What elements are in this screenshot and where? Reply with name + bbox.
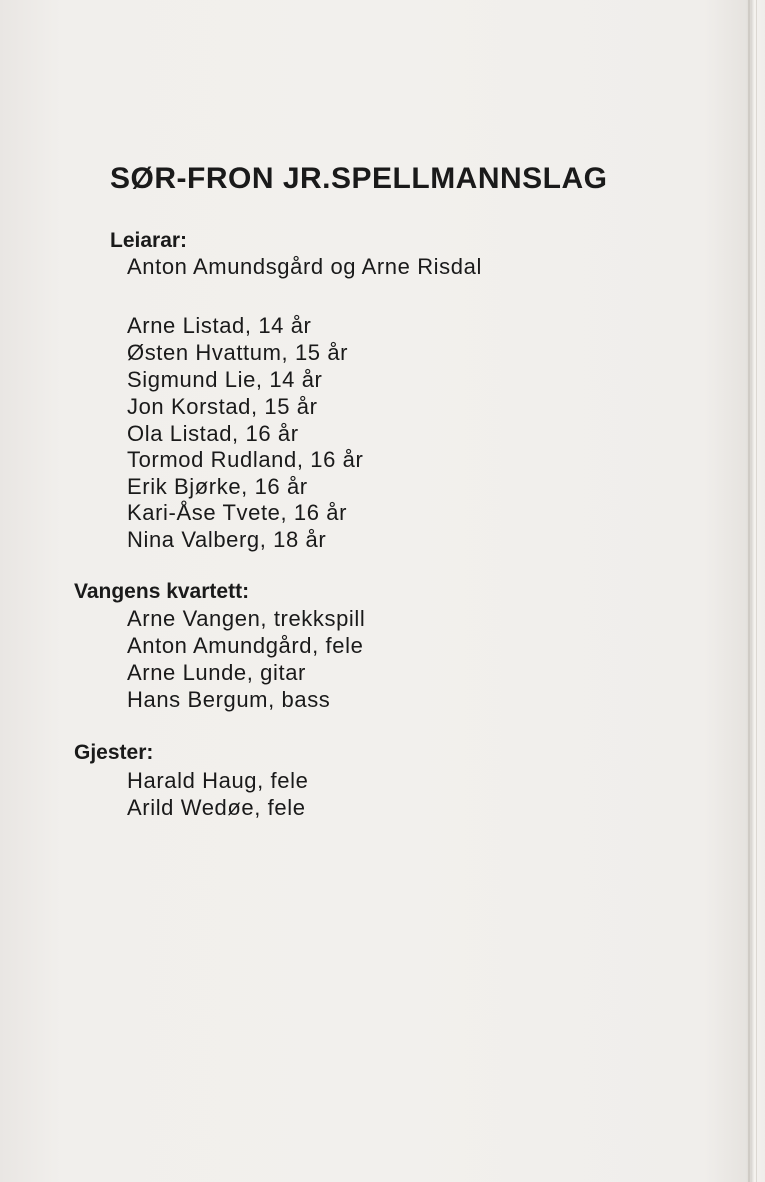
list-item: Sigmund Lie, 14 år xyxy=(127,367,323,392)
list-item: Tormod Rudland, 16 år xyxy=(127,447,364,472)
fold-line-edge xyxy=(756,0,757,1182)
list-item: Arild Wedøe, fele xyxy=(127,795,306,820)
leaders-heading: Leiarar: xyxy=(110,229,188,252)
list-item: Arne Listad, 14 år xyxy=(127,313,312,338)
list-item: Harald Haug, fele xyxy=(127,768,309,793)
list-item: Arne Vangen, trekkspill xyxy=(127,606,366,631)
list-item: Arne Lunde, gitar xyxy=(127,660,306,685)
list-item: Erik Bjørke, 16 år xyxy=(127,474,308,499)
quartet-heading: Vangens kvartett: xyxy=(74,580,250,603)
list-item: Østen Hvattum, 15 år xyxy=(127,340,349,365)
list-item: Hans Bergum, bass xyxy=(127,687,331,712)
list-item: Nina Valberg, 18 år xyxy=(127,527,327,552)
leaders-names: Anton Amundsgård og Arne Risdal xyxy=(127,254,482,279)
list-item: Anton Amundgård, fele xyxy=(127,633,364,658)
list-item: Kari-Åse Tvete, 16 år xyxy=(127,500,348,525)
list-item: Ola Listad, 16 år xyxy=(127,421,299,446)
guests-heading: Gjester: xyxy=(74,741,154,764)
page-title: SØR-FRON JR.SPELLMANNSLAG xyxy=(110,162,608,195)
list-item: Jon Korstad, 15 år xyxy=(127,394,318,419)
fold-line xyxy=(748,0,750,1182)
